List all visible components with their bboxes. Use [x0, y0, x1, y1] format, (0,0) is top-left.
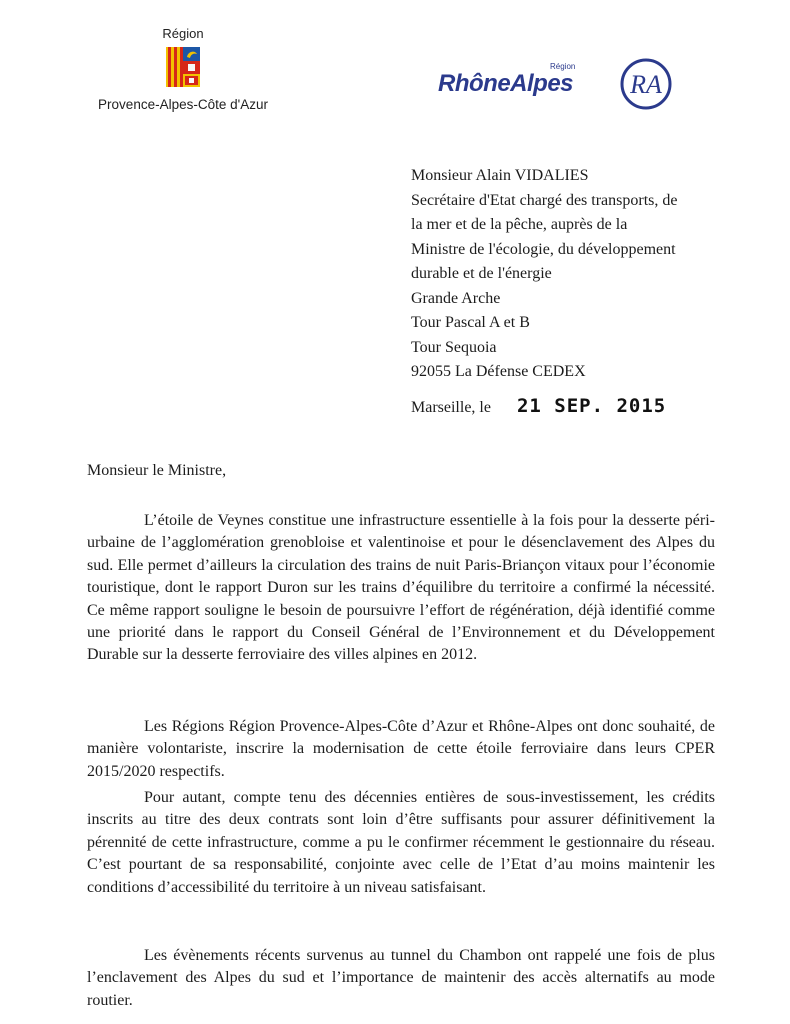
body-paragraph: Les Régions Région Provence-Alpes-Côte d’Azur et Rhône-Alpes ont donc souhaité, de manière volontariste, inscrire la modernisation de cette étoile ferroviaire dans leurs CPER 2015/2020 respectifs. — [87, 718, 715, 780]
rhone-alpes-logo — [438, 54, 678, 124]
address-line: durable et de l'énergie — [411, 265, 552, 282]
body-paragraph: Pour autant, compte tenu des décennies entières de sous-investissement, les crédits inscrits au titre des deux contrats sont loin d’être suffisants pour assurer définitivement la pérennité de cette infrastructure, comme a pu le confirmer récemment le gestionnaire du réseau. C’est pourtant de sa responsabilité, conjointe avec celle de l’Etat d’au moins maintenir les conditions d’accessibilité du territoire à un niveau satisfaisant. — [87, 789, 715, 896]
date-stamp: 21 SEP. 2015 — [516, 395, 667, 417]
paca-coat-of-arms-icon — [166, 47, 200, 87]
address-line: Grande Arche — [411, 289, 501, 307]
address-line: Secrétaire d'Etat chargé des transports, de — [411, 191, 678, 209]
dateline-place: Marseille, le — [411, 399, 491, 416]
address-line: Tour Sequoia — [411, 338, 497, 356]
address-line: Ministre de l'écologie, du développement — [411, 240, 676, 258]
address-line: la mer et de la pêche, auprès de la — [411, 216, 628, 233]
address-line: Tour Pascal A et B — [411, 314, 530, 331]
salutation: Monsieur le Ministre, — [87, 462, 227, 479]
dateline — [411, 395, 731, 417]
paca-region-name: Provence-Alpes-Côte d'Azur — [98, 97, 268, 112]
rhone-alpes-name: RhôneAlpes — [438, 70, 574, 97]
rhone-alpes-region-label: Région — [550, 62, 576, 71]
body-paragraph: Les évènements récents survenus au tunnel du Chambon ont rappelé une fois de plus l’enclavement des Alpes du sud et l’importance de maintenir des accès alternatifs au mode routier. — [87, 947, 715, 1009]
address-line: 92055 La Défense CEDEX — [411, 363, 586, 380]
rhone-alpes-monogram-icon — [618, 56, 674, 112]
paca-region-label: Région — [162, 26, 204, 41]
rhone-alpes-monogram-text: RA — [630, 70, 662, 99]
recipient-address — [411, 164, 731, 385]
body-paragraph: L’étoile de Veynes constitue une infrastructure essentielle à la fois pour la desserte péri-urbaine de l’agglomération grenobloise et valentinoise et pour le désenclavement des Alpes du sud. Elle permet d’ailleurs la circulation des trains de nuit Paris-Briançon vitaux pour l’économie touristique, dont le rapport Duron sur les trains d’équilibre du territoire a confirmé la nécessité. Ce même rapport souligne le besoin de poursuivre l’effort de régénération, déjà identifié comme une priorité dans le rapport du Conseil Général de l’Environnement et du Développement Durable sur la desserte ferroviaire des villes alpines en 2012. — [87, 512, 715, 664]
paca-logo — [88, 26, 278, 112]
address-line: Monsieur Alain VIDALIES — [411, 167, 589, 184]
